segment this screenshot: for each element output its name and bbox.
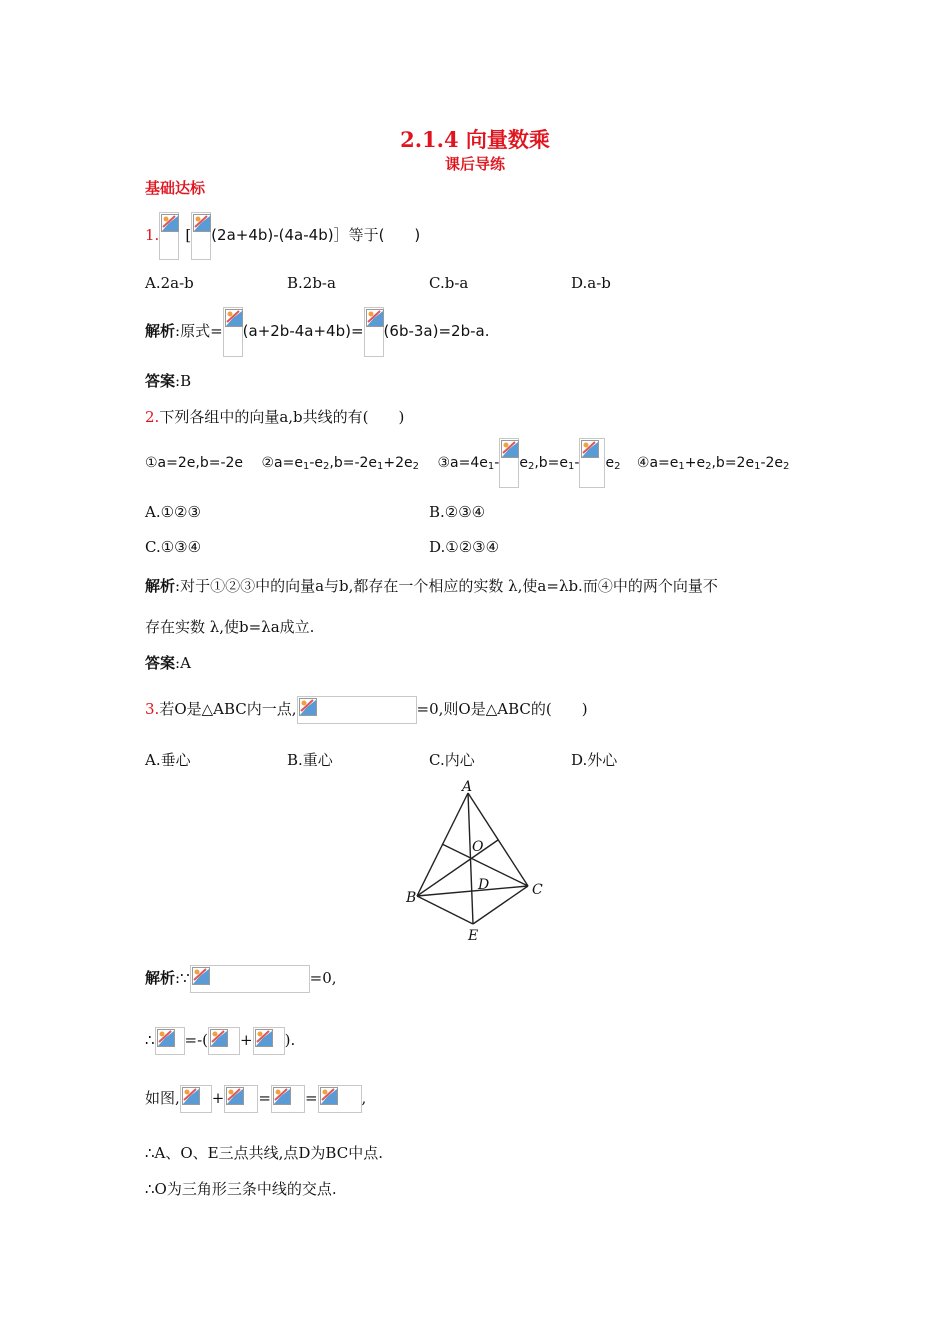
q1-option-b: B.2b-a <box>287 274 336 292</box>
page-title: 2.1.4 向量数乘 <box>400 127 550 152</box>
formula-image-icon <box>224 1085 258 1113</box>
formula-image-icon <box>499 438 519 488</box>
q2-option-c: C.①③④ <box>145 538 202 556</box>
q1-option-d: D.a-b <box>571 274 611 292</box>
question-number: 2. <box>145 408 160 426</box>
q3-option-d: D.外心 <box>571 751 618 769</box>
page-subtitle: 课后导练 <box>444 155 505 173</box>
q1-answer: 答案:B <box>145 372 192 390</box>
label-a: A <box>462 779 473 795</box>
q3-analysis-line5: ∴O为三角形三条中线的交点. <box>145 1180 337 1198</box>
question-2 <box>145 406 404 427</box>
formula-image-icon <box>253 1027 285 1055</box>
formula-image-icon <box>579 438 605 488</box>
question-3: 3.若O是△ABC内一点, =0,则O是△ABC的( ) <box>145 694 588 724</box>
q2-analysis-line2: 存在实数 λ,使b=λa成立. <box>145 618 315 636</box>
q2-items: ①a=2e,b=-2e $②a=e_1-e_2,b=-2e_1+2e_2$ $③a=4e_1-$ $e_2,b=e_1-$ $e_2$ $④a=e_1+e_2,b=2e_1-2e_2$ <box>145 438 789 492</box>
q1-analysis: 解析:原式= (a+2b-4a+4b)= (6b-3a)=2b-a. <box>145 306 489 357</box>
question-expression: (2a+4b)-(4a-4b)］等于( ) <box>211 226 421 244</box>
question-1: 1. [ (2a+4b)-(4a-4b)］等于( ) <box>145 212 420 260</box>
formula-image-icon <box>318 1085 362 1113</box>
label-c: C <box>532 882 543 898</box>
formula-image-icon <box>297 696 417 724</box>
q1-option-a: A.2a-b <box>145 274 194 292</box>
question-stem: 下列各组中的向量a,b共线的有( ) <box>159 408 405 426</box>
q3-analysis-line3: 如图, + = = , <box>145 1080 366 1116</box>
analysis-label: 解析 <box>145 577 176 595</box>
analysis-label: 解析 <box>145 969 176 987</box>
formula-image-icon <box>223 307 243 357</box>
formula-image-icon <box>208 1027 240 1055</box>
question-number: 3. <box>145 700 160 718</box>
formula-image-icon <box>155 1027 185 1055</box>
q2-answer: 答案:A <box>145 654 191 672</box>
formula-image-icon <box>159 212 179 260</box>
q2-analysis-line1: 解析:对于①②③中的向量a与b,都存在一个相应的实数 λ,使a=λb.而④中的两个向量不 <box>145 577 718 595</box>
formula-image-icon <box>190 965 310 993</box>
q3-analysis-line1: 解析:∵ =0, <box>145 960 337 996</box>
q3-analysis-line4: ∴A、O、E三点共线,点D为BC中点. <box>145 1144 383 1162</box>
q2-option-d: D.①②③④ <box>429 538 500 556</box>
q1-option-c: C.b-a <box>429 274 469 292</box>
formula-image-icon <box>180 1085 212 1113</box>
edge-be <box>417 896 473 924</box>
section-heading: 基础达标 <box>145 179 206 197</box>
question-number: 1. <box>145 226 160 244</box>
q3-option-b: B.重心 <box>287 751 333 769</box>
label-d: D <box>478 877 490 893</box>
label-b: B <box>406 890 417 906</box>
formula-image-icon <box>364 307 384 357</box>
formula-image-icon <box>271 1085 305 1113</box>
q3-option-c: C.内心 <box>429 751 475 769</box>
analysis-label: 解析 <box>145 322 176 340</box>
q3-option-a: A.垂心 <box>145 751 191 769</box>
q2-option-b: B.②③④ <box>429 503 486 521</box>
q3-analysis-line2: ∴ =-( + ). <box>145 1022 295 1058</box>
q2-option-a: A.①②③ <box>145 503 201 521</box>
formula-image-icon <box>191 212 211 260</box>
label-e: E <box>468 928 479 944</box>
triangle-figure <box>395 778 555 948</box>
label-o: O <box>472 839 484 855</box>
